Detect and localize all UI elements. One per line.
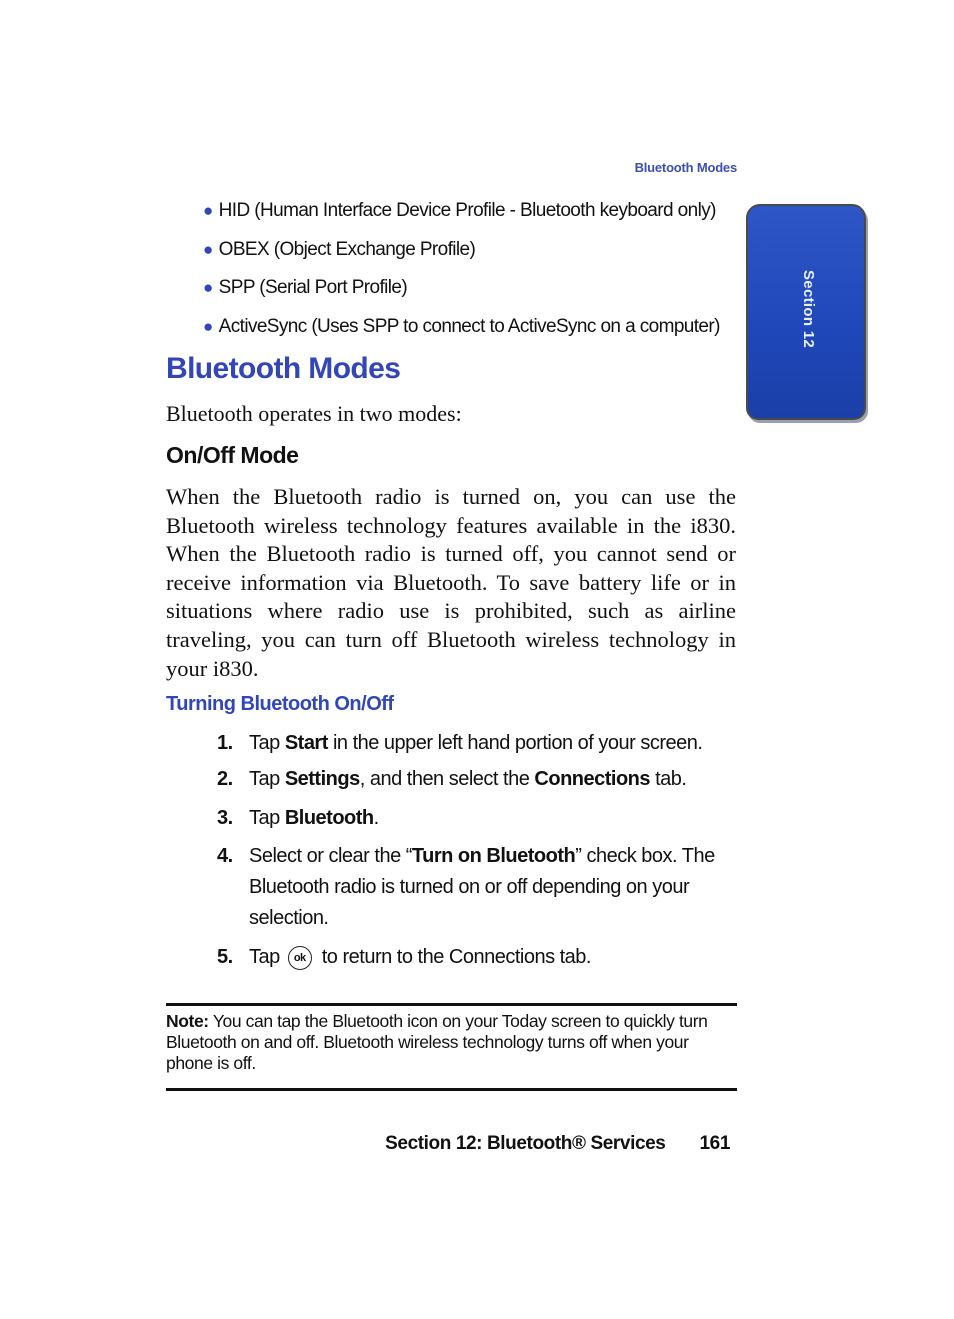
bullet-item: ● ActiveSync (Uses SPP to connect to ActiveSync on a computer): [203, 316, 720, 337]
running-head: Bluetooth Modes: [634, 160, 737, 175]
ok-icon: ok: [288, 946, 312, 970]
bullet-icon: ●: [203, 201, 213, 220]
body-paragraph: When the Bluetooth radio is turned on, you can use the Bluetooth wireless technology features available in the i830. When the Bluetooth radio is turned off, you cannot send or receive information via Bluetooth. To save battery life or in situations where radio use is prohibited, such as airline traveling, you can turn off Bluetooth wireless technology in your i830.: [166, 484, 736, 681]
note-bottom-rule: [166, 1088, 737, 1091]
page-number: 161: [699, 1133, 730, 1154]
bullet-item: ● HID (Human Interface Device Profile - Bluetooth keyboard only): [203, 200, 716, 221]
footer-section: Section 12: Bluetooth® Services: [385, 1133, 666, 1154]
page-footer: [385, 1133, 730, 1155]
bullet-icon: ●: [203, 240, 213, 259]
subheading: On/Off Mode: [166, 442, 299, 468]
bullet-icon: ●: [203, 317, 213, 336]
section-tab: [746, 204, 866, 420]
bullet-item: ● SPP (Serial Port Profile): [203, 277, 408, 298]
procedure-heading: Turning Bluetooth On/Off: [166, 693, 394, 715]
note-top-rule: [166, 1003, 737, 1006]
section-tab-label: Section 12: [800, 270, 817, 349]
intro-text: Bluetooth operates in two modes:: [166, 401, 462, 426]
bullet-icon: ●: [203, 278, 213, 297]
bullet-item: ● OBEX (Object Exchange Profile): [203, 239, 476, 260]
section-heading: Bluetooth Modes: [166, 352, 401, 385]
note-box: Note: You can tap the Bluetooth icon on your Today screen to quickly turn Bluetooth on and off. Bluetooth wireless technology turns off when your phone is off.: [166, 1011, 708, 1073]
